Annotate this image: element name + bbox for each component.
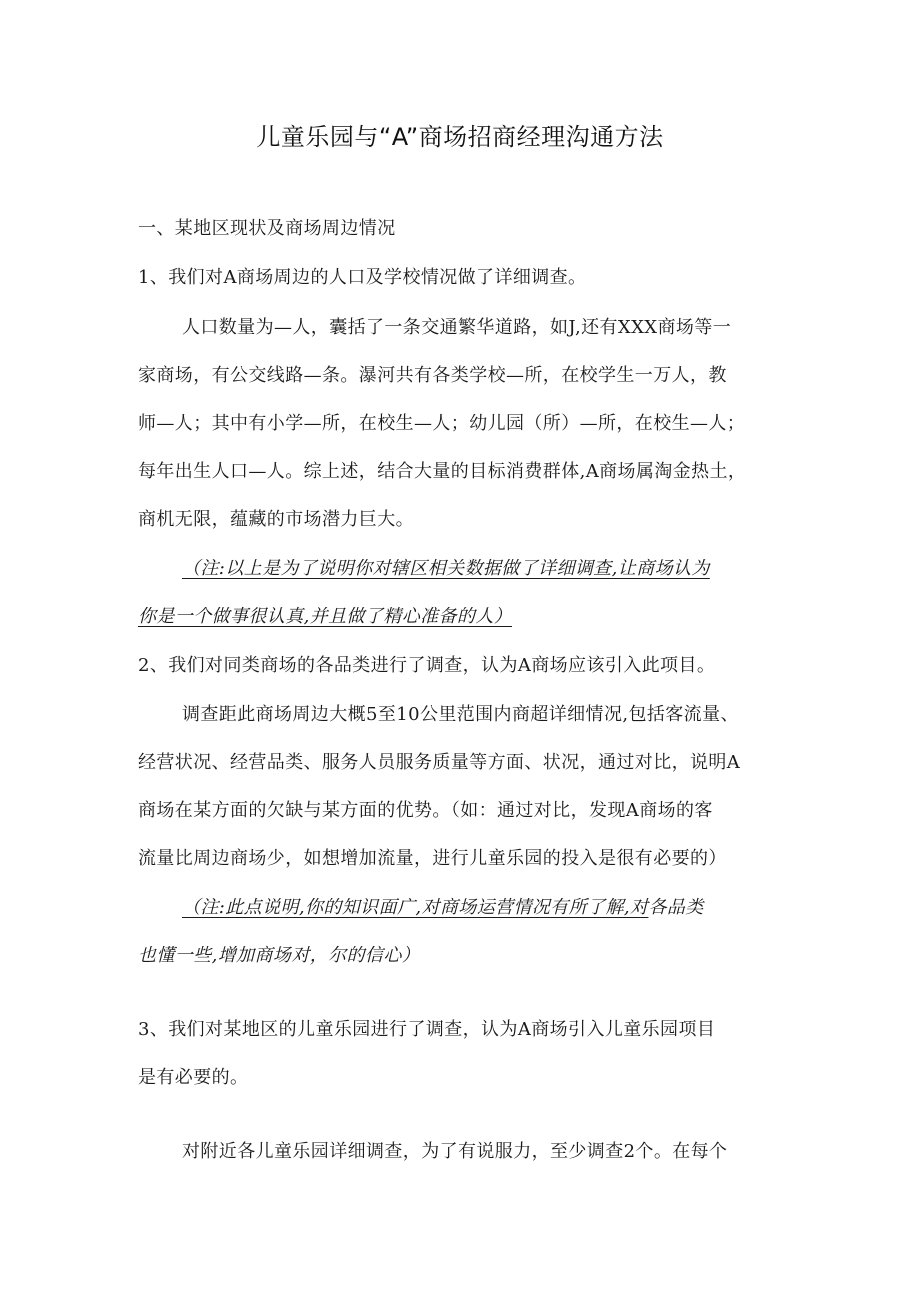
- page-title: 儿童乐园与“A”商场招商经理沟通方法: [256, 123, 664, 151]
- item-1-body-line: 人口数量为—人，囊括了一条交通繁华道路，如J,还有XXX商场等一: [182, 317, 732, 338]
- item-1-body-line: 商机无限，蕴藏的市场潜力巨大。: [138, 509, 414, 530]
- item-1-body-line: 师—人；其中有小学—所，在校生—人；幼儿园（所）—所，在校生—人；: [138, 413, 746, 434]
- item-2-note-line: [182, 894, 798, 922]
- section-1-heading: 一、某地区现状及商场周边情况: [138, 218, 396, 239]
- item-1-body-line: 家商场，有公交线路—条。瀑河共有各类学校—所，在校学生一万人，教: [138, 365, 727, 386]
- item-3-heading: 是有必要的。: [138, 1067, 249, 1088]
- item-1-body-line: 每年出生人口—人。综上述，结合大量的目标消费群体,A商场属淘金热土，: [138, 461, 747, 482]
- item-2-note-line: 也懂一些,增加商场对，尔的信心）: [138, 945, 421, 966]
- item-3-body-line: 对附近各儿童乐园详细调查，为了有说服力，至少调查2个。在每个: [182, 1141, 728, 1162]
- item-2-note-rest: 各品类: [648, 897, 704, 918]
- item-2-body-line: 商场在某方面的欠缺与某方面的优势。（如：通过对比，发现A商场的客: [138, 800, 713, 821]
- item-1-note-line: （注:以上是为了说明你对辖区相关数据做了详细调查,让商场认为: [182, 558, 710, 579]
- item-2-heading: 2、我们对同类商场的各品类进行了调查，认为A商场应该引入此项目。: [138, 655, 716, 676]
- item-2-body-line: 调查距此商场周边大概5至10公里范围内商超详细情况,包括客流量、: [182, 704, 739, 725]
- item-2-note-underlined: （注:此点说明,你的知识面广,对商场运营情况有所了解,对: [182, 897, 649, 918]
- item-2-body-line: 流量比周边商场少，如想增加流量，进行儿童乐园的投入是很有必要的）: [138, 848, 727, 869]
- item-1-heading: 1、我们对A商场周边的人口及学校情况做了详细调查。: [138, 267, 587, 288]
- item-1-note-line: 你是一个做事很认真,并且做了精心准备的人）: [138, 606, 513, 627]
- item-3-heading: 3、我们对某地区的儿童乐园进行了调查，认为A商场引入儿童乐园项目: [138, 1019, 716, 1040]
- item-2-body-line: 经营状况、经营品类、服务人员服务质量等方面、状况，通过对比，说明A: [138, 752, 741, 773]
